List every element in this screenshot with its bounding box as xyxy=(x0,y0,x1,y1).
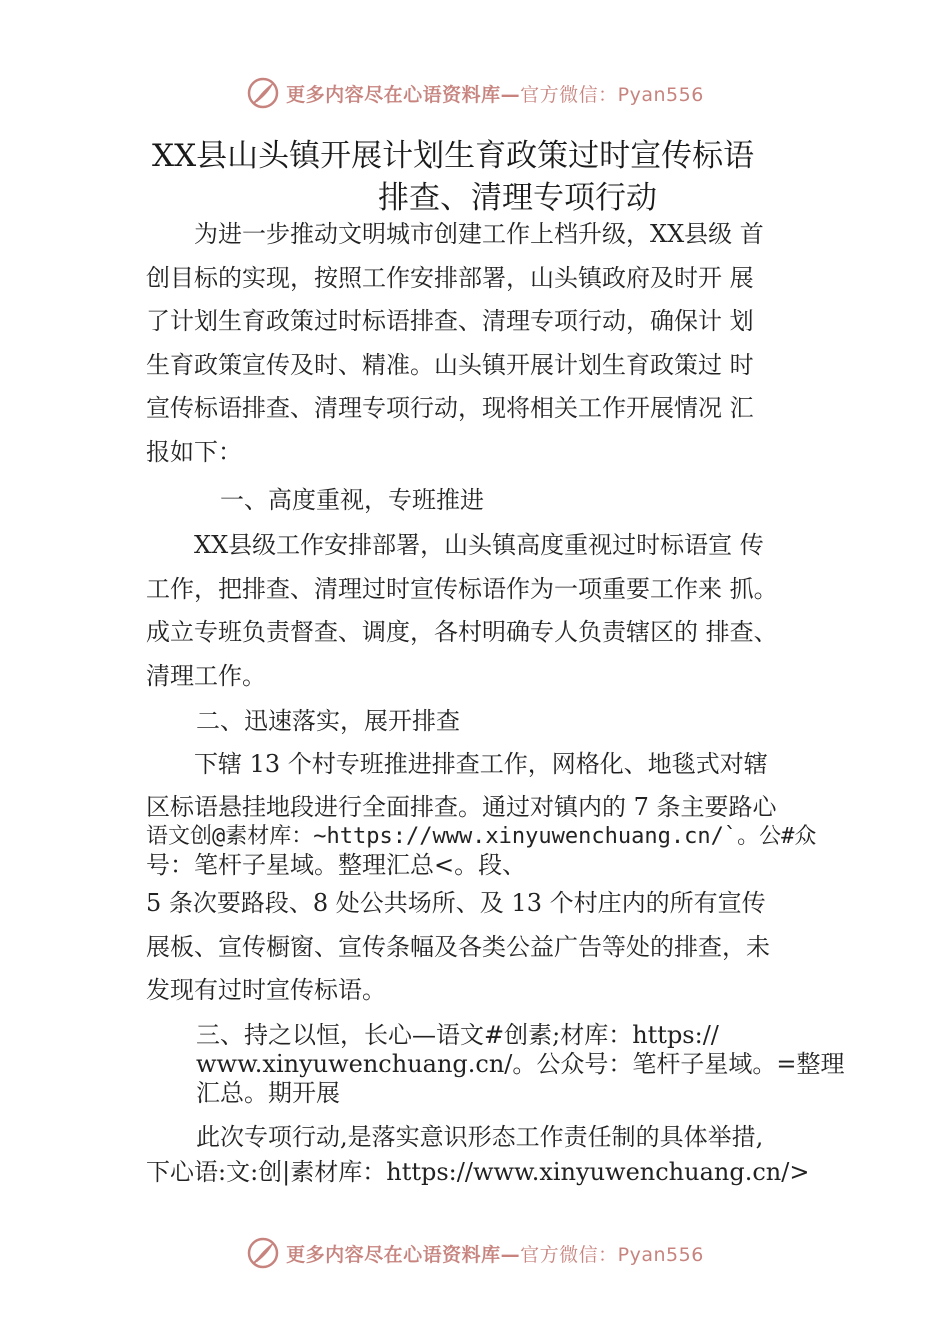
section-2-line-1: 下辖 13 个村专班推进排查工作，网格化、地毯式对辖 xyxy=(146,750,768,778)
intro-paragraph xyxy=(146,213,826,474)
feather-quill-icon xyxy=(246,1236,280,1270)
section-3-heading-line-1: 三、持之以恒，长心—语文#创素;材库：https:// xyxy=(196,1021,719,1049)
header-watermark-banner xyxy=(0,73,950,113)
section-3-heading-line-3: 汇总。期开展 xyxy=(196,1079,340,1107)
document-title-line-1: XX县山头镇开展计划生育政策过时宣传标语 xyxy=(152,138,755,174)
paragraph-line: 生育政策宣传及时、精准。山头镇开展计划生育政策过 时 xyxy=(146,350,754,379)
paragraph-line: 发现有过时宣传标语。 xyxy=(146,976,386,1004)
document-title-line-2: 排查、清理专项行动 xyxy=(378,180,657,216)
paragraph-line: 报如下： xyxy=(146,437,242,466)
paragraph-line: 创目标的实现，按照工作安排部署，山头镇政府及时开 展 xyxy=(146,263,754,292)
paragraph-line: 成立专班负责督查、调度，各村明确专人负责辖区的 排查、 xyxy=(146,618,778,646)
section-3-heading-line-2: www.xinyuwenchuang.cn/。公众号：笔杆子星域。=整理 xyxy=(196,1050,845,1078)
section-2-body xyxy=(146,882,826,1013)
paragraph-line: 清理工作。 xyxy=(146,661,266,690)
section-1-heading: 一、高度重视，专班推进 xyxy=(220,486,484,514)
section-2-line-4: 号：笔杆子星域。整理汇总<。段、 xyxy=(146,851,527,879)
section-2-line-2: 区标语悬挂地段进行全面排查。通过对镇内的 7 条主要路心 xyxy=(146,793,777,821)
paragraph-line: 宣传标语排查、清理专项行动，现将相关工作开展情况 汇 xyxy=(146,394,754,422)
banner-text: 更多内容尽在心语资料库—官方微信：Pyan556 xyxy=(286,83,704,106)
paragraph-line: 了计划生育政策过时标语排查、清理专项行动，确保计 划 xyxy=(146,307,754,335)
feather-quill-icon xyxy=(246,76,280,110)
closing-line-1: 此次专项行动,是落实意识形态工作责任制的具体举措, xyxy=(196,1123,764,1151)
paragraph-line: 为进一步推动文明城市创建工作上档升级，XX县级 首 xyxy=(146,220,764,248)
closing-line-2: 下心语:文:创|素材库：https://www.xinyuwenchuang.cn/> xyxy=(146,1158,810,1186)
section-1-body xyxy=(146,524,826,698)
footer-watermark-banner xyxy=(0,1233,950,1273)
paragraph-line: 5 条次要路段、8 处公共场所、及 13 个村庄内的所有宣传 xyxy=(146,889,766,917)
paragraph-line: XX县级工作安排部署，山头镇高度重视过时标语宣 传 xyxy=(146,531,764,559)
paragraph-line: 工作，把排查、清理过时宣传标语作为一项重要工作来 抓。 xyxy=(146,574,778,603)
paragraph-line: 展板、宣传橱窗、宣传条幅及各类公益广告等处的排查，未 xyxy=(146,932,770,961)
section-2-heading: 二、迅速落实，展开排查 xyxy=(196,707,460,735)
section-2-watermark-line: 语文创@素材库：~https://www.xinyuwenchuang.cn/`。公#众 xyxy=(146,824,817,849)
banner-text: 更多内容尽在心语资料库—官方微信：Pyan556 xyxy=(286,1243,704,1266)
